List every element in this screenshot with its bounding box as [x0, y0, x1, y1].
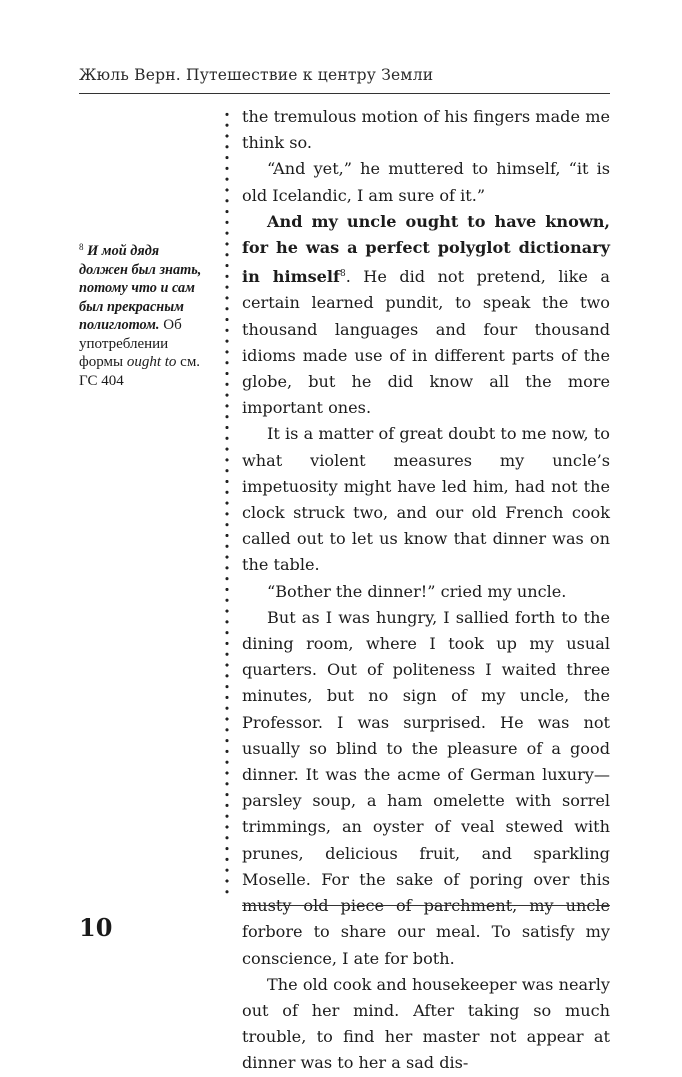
paragraph-1: the tremulous motion of his fingers made me think so.	[242, 107, 610, 153]
paragraph-5: “Bother the dinner!” cried my uncle.	[267, 581, 567, 601]
bottom-rule	[242, 905, 610, 906]
page-number: 10	[79, 913, 113, 942]
footnote-ref: 8	[339, 269, 346, 280]
sidenote-translation: И мой дядя должен был знать, потому что и сам был прекрасным полиглотом.	[79, 243, 202, 333]
running-header: Жюль Верн. Путешествие к центру Земли	[79, 66, 434, 84]
sidenote-text-before: Об употреблении формы	[79, 317, 182, 370]
sidenote-number: 8	[79, 242, 84, 252]
paragraph-4: It is a matter of great doubt to me now, to what violent measures my uncle’s impetuosity might have led him, had not the clock struck two, and our old French cook called out to let us know that dinner was on the table.	[242, 424, 610, 575]
paragraph-6: But as I was hungry, I sallied forth to the dining room, where I took up my usual quarters. Out of politeness I waited three minutes, but no sign of my uncle, the Professor. I was surprised. He was not usually so blind to the pleasure of a good dinner. It was the acme of German luxury—parsley soup, a ham omelette with sorrel trimmings, an oyster of veal stewed with prunes, delicious fruit, and sparkling Moselle. For the sake of poring over this musty old piece of parchment, my uncle forbore to share our meal. To satisfy my conscience, I ate for both.	[242, 607, 610, 968]
main-text	[242, 104, 610, 1077]
paragraph-3-rest: . He did not pretend, like a certain learned pundit, to speak the two thousand languages and four thousand idioms made use of in different parts of the globe, but he did know all the more important ones.	[242, 267, 610, 418]
sidenote-italic-term: ought to	[126, 354, 177, 370]
header-rule	[79, 93, 610, 94]
sidenote-text-after: см. ГС 404	[79, 354, 201, 389]
sidenote-bold-italic	[79, 243, 201, 333]
paragraph-3-bold: And my uncle ought to have known, for he was a perfect polyglot dictionary in himself	[242, 211, 610, 287]
paragraph-3	[242, 209, 610, 422]
paragraph-2: “And yet,” he muttered to himself, “it is old Icelandic, I am sure of it.”	[242, 159, 610, 205]
sidenote	[79, 238, 203, 390]
dotted-column-divider	[224, 109, 230, 899]
paragraph-7: The old cook and housekeeper was nearly out of her mind. After taking so much trouble, to find her master not appear at dinner was to her a sad dis-	[242, 974, 610, 1073]
